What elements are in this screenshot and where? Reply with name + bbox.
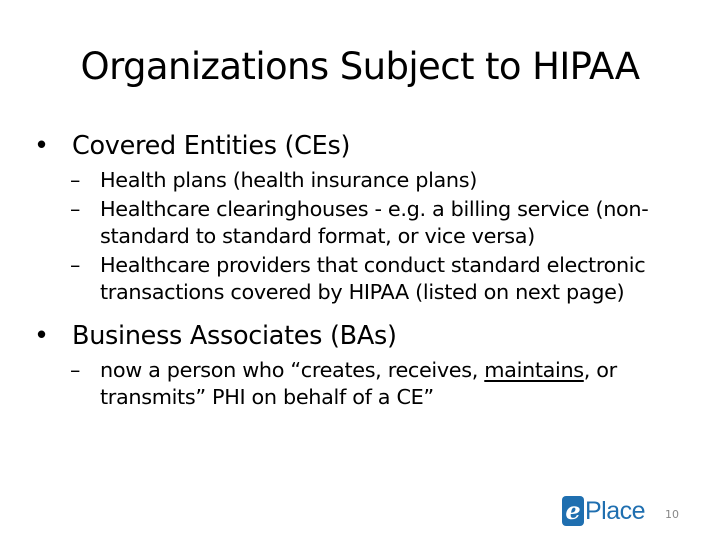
bullet-mark: •	[34, 321, 49, 351]
bullet-heading: Business Associates (BAs)	[72, 321, 397, 351]
list-item-text: Healthcare clearinghouses - e.g. a billing service (non-standard to standard format, or vice versa)	[100, 197, 649, 248]
slide-title: Organizations Subject to HIPAA	[80, 45, 640, 88]
page-number: 10	[665, 508, 679, 521]
eplace-logo	[562, 494, 645, 528]
list-item	[70, 252, 692, 306]
bullet-mark: •	[34, 131, 49, 161]
covered-entities-list	[32, 167, 692, 306]
dash-mark: –	[70, 197, 81, 221]
text-after: , or transmits” PHI on behalf of a CE”	[100, 358, 617, 409]
dash-mark: –	[70, 358, 81, 382]
logo-text: Place	[585, 496, 646, 525]
logo-mark-icon: e	[562, 496, 584, 526]
list-item	[70, 167, 692, 194]
list-item	[70, 357, 692, 411]
slide-content	[32, 128, 692, 413]
bullet-business-associates	[32, 318, 692, 354]
business-associates-list	[32, 357, 692, 411]
list-item	[70, 196, 692, 250]
list-item-text: Healthcare providers that conduct standard electronic transactions covered by HIPAA (listed on next page)	[100, 253, 646, 304]
bullet-heading: Covered Entities (CEs)	[72, 131, 351, 161]
underlined-word: maintains	[484, 358, 584, 382]
dash-mark: –	[70, 253, 81, 277]
text-before: now a person who “creates, receives,	[100, 358, 485, 382]
dash-mark: –	[70, 168, 81, 192]
list-item-text: Health plans (health insurance plans)	[100, 168, 478, 192]
list-item-text	[100, 357, 692, 411]
bullet-covered-entities	[32, 128, 692, 164]
